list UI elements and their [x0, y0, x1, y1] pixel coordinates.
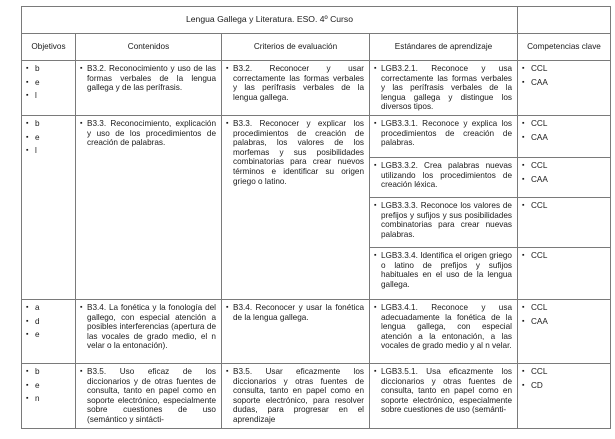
objetivo-item: ▪ d [26, 317, 71, 327]
estandar-text: LGB3.5.1. Usa eficazmente los diccionarios y otras fuentes de consulta, tanto en papel como en soporte electrónico, especialmente sobre cuestiones de uso (semánti- [381, 366, 512, 415]
criterio-text: B3.4. Reconocer y usar la fonética de la lengua gallega. [233, 302, 364, 322]
estandar-cell: ▪ LGB3.5.1. Usa eficazmente los diccionarios y otras fuentes de consulta, tanto en papel como en soporte electrónico, especialmente sobre cuestiones de uso (semánti- [370, 363, 518, 428]
header-competencias: Competencias clave [518, 34, 611, 61]
estandar-cell: ▪ LGB3.3.4. Identifica el origen griego o latino de prefijos y sufijos habituales en el uso de la lengua gallega. [370, 247, 518, 299]
contenido-text: B3.3. Reconocimiento, explicación y uso de los procedimientos de creación de palabras. [87, 118, 216, 148]
competencia-item: ▪ CAA [522, 175, 606, 185]
estandar-text: LGB3.2.1. Reconoce y usa correctamente las formas verbales y las perífrasis verbales de la lengua gallega y distingue los diversos tipos. [381, 64, 512, 112]
objetivo-item: ▪ b [26, 64, 71, 74]
competencias-cell [518, 247, 611, 299]
header-objetivos: Objetivos [22, 34, 76, 61]
competencia-item: ▪ CCL [522, 119, 606, 129]
criterio-text: B3.3. Reconocer y explicar los procedimientos de creación de palabras, los valores de los morfemas y sus posibilidades combinatorias para crear nuevos términos e identificar su origen griego o latino. [233, 118, 364, 186]
estandar-cell: ▪ LGB3.4.1. Reconoce y usa adecuadamente la fonética de la lengua gallega, con especial atención a la entonación, a las vocales de grado medio y al n velar. [370, 299, 518, 363]
objetivo-item: ▪ e [26, 381, 71, 391]
contenido-cell: ▪ B3.5. Uso eficaz de los diccionarios y de otras fuentes de consulta, tanto en papel como en soporte electrónico, especialmente sobre cuestiones de uso (semántico y sintácti- [76, 363, 222, 428]
competencias-cell [518, 299, 611, 363]
objetivo-item: ▪ l [26, 91, 71, 101]
estandar-text: LGB3.3.3. Reconoce los valores de prefijos y sufijos y sus posibilidades combinatorias para crear nuevas palabras. [381, 200, 512, 239]
table-row [22, 61, 611, 116]
estandar-text: LGB3.4.1. Reconoce y usa adecuadamente la fonética de la lengua gallega, con especial atención a la entonación, a las vocales de grado medio y al n velar. [381, 302, 512, 351]
curriculum-table [21, 6, 611, 429]
header-criterios: Criterios de evaluación [222, 34, 370, 61]
competencia-item: ▪ CAA [522, 133, 606, 143]
competencias-cell [518, 61, 611, 116]
contenido-text: B3.4. La fonética y la fonología del gallego, con especial atención a posibles interferencias (apertura de las vocales de grado medio, el n velar o la entonación). [87, 302, 216, 351]
objetivo-item: ▪ b [26, 119, 71, 129]
table-row [22, 115, 611, 157]
criterio-cell: ▪ B3.3. Reconocer y explicar los procedimientos de creación de palabras, los valores de los morfemas y sus posibilidades combinatorias para crear nuevos términos e identificar su origen griego o latino. [222, 115, 370, 299]
objetivos-cell [22, 115, 76, 299]
competencia-item: ▪ CAA [522, 78, 606, 88]
objetivo-item: ▪ b [26, 367, 71, 377]
header-estandares: Estándares de aprendizaje [370, 34, 518, 61]
table-row [22, 363, 611, 428]
table-row [22, 299, 611, 363]
estandar-cell: ▪ LGB3.3.3. Reconoce los valores de prefijos y sufijos y sus posibilidades combinatorias para crear nuevas palabras. [370, 197, 518, 247]
estandar-text: LGB3.3.1. Reconoce y explica los procedimientos de creación de palabras. [381, 118, 512, 148]
competencia-item: ▪ CCL [522, 303, 606, 313]
competencia-item: ▪ CAA [522, 317, 606, 327]
competencias-cell [518, 363, 611, 428]
objetivo-item: ▪ n [26, 394, 71, 404]
objetivos-cell [22, 61, 76, 116]
objetivos-cell [22, 363, 76, 428]
estandar-text: LGB3.3.2. Crea palabras nuevas utilizando los procedimientos de creación léxica. [381, 160, 512, 190]
criterio-cell: ▪ B3.2. Reconocer y usar correctamente las formas verbales y las perífrasis verbales de la lengua gallega. [222, 61, 370, 116]
competencia-item: ▪ CCL [522, 201, 606, 211]
table-title-spacer [518, 7, 611, 34]
objetivo-item: ▪ a [26, 303, 71, 313]
header-contenidos: Contenidos [76, 34, 222, 61]
contenido-cell: ▪ B3.4. La fonética y la fonología del gallego, con especial atención a posibles interferencias (apertura de las vocales de grado medio, el n velar o la entonación). [76, 299, 222, 363]
objetivos-cell [22, 299, 76, 363]
objetivo-item: ▪ e [26, 78, 71, 88]
competencias-cell [518, 197, 611, 247]
objetivo-item: ▪ l [26, 146, 71, 156]
estandar-cell: ▪ LGB3.3.2. Crea palabras nuevas utilizando los procedimientos de creación léxica. [370, 157, 518, 197]
competencias-cell [518, 115, 611, 157]
competencia-item: ▪ CCL [522, 367, 606, 377]
contenido-cell: ▪ B3.2. Reconocimiento y uso de las formas verbales de la lengua gallega y de las perífrasis. [76, 61, 222, 116]
estandar-cell: ▪ LGB3.2.1. Reconoce y usa correctamente las formas verbales y las perífrasis verbales de la lengua gallega y distingue los diversos tipos. [370, 61, 518, 116]
estandar-text: LGB3.3.4. Identifica el origen griego o latino de prefijos y sufijos habituales en el uso de la lengua gallega. [381, 250, 512, 289]
contenido-text: B3.5. Uso eficaz de los diccionarios y de otras fuentes de consulta, tanto en papel como en soporte electrónico, especialmente sobre cuestiones de uso (semántico y sintácti- [87, 366, 216, 424]
estandar-cell: ▪ LGB3.3.1. Reconoce y explica los procedimientos de creación de palabras. [370, 115, 518, 157]
competencia-item: ▪ CD [522, 381, 606, 391]
criterio-cell: ▪ B3.5. Usar eficazmente los diccionarios y otras fuentes de consulta, tanto en papel como en soporte electrónico, para resolver dudas, para progresar en el aprendizaje [222, 363, 370, 428]
criterio-text: B3.5. Usar eficazmente los diccionarios y otras fuentes de consulta, tanto en papel como en soporte electrónico, para resolver dudas, para progresar en el aprendizaje [233, 366, 364, 424]
contenido-text: B3.2. Reconocimiento y uso de las formas verbales de la lengua gallega y de las perífrasis. [87, 64, 216, 93]
competencia-item: ▪ CCL [522, 64, 606, 74]
objetivo-item: ▪ e [26, 133, 71, 143]
criterio-text: B3.2. Reconocer y usar correctamente las formas verbales y las perífrasis verbales de la lengua gallega. [233, 64, 364, 102]
table-title: Lengua Gallega y Literatura. ESO. 4º Curso [22, 7, 518, 34]
competencias-cell [518, 157, 611, 197]
contenido-cell: ▪ B3.3. Reconocimiento, explicación y uso de los procedimientos de creación de palabras. [76, 115, 222, 299]
competencia-item: ▪ CCL [522, 161, 606, 171]
competencia-item: ▪ CCL [522, 251, 606, 261]
criterio-cell: ▪ B3.4. Reconocer y usar la fonética de la lengua gallega. [222, 299, 370, 363]
objetivo-item: ▪ e [26, 330, 71, 340]
